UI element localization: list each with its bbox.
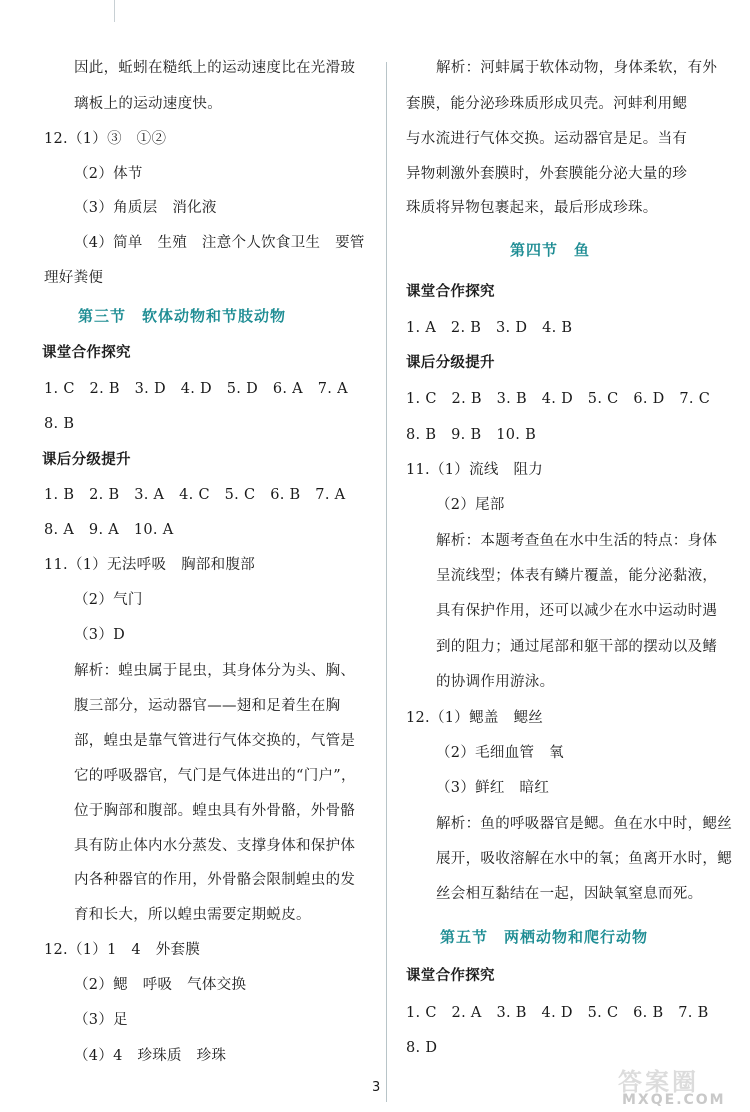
explanation-line: 解析：河蚌属于软体动物，身体柔软，有外 <box>436 60 718 76</box>
answer-line: （2）气门 <box>74 592 143 608</box>
answer-line: 1. C 2. B 3. B 4. D 5. C 6. D 7. C <box>406 391 711 407</box>
explanation-line: 的协调作用游泳。 <box>436 674 555 690</box>
explanation-line: 位于胸部和腹部。蝗虫具有外骨骼，外骨骼 <box>74 803 356 819</box>
explanation-line: 珠质将异物包裹起来，最后形成珍珠。 <box>406 200 658 216</box>
subheading: 课堂合作探究 <box>406 284 495 300</box>
watermark-logo: 答案圈 <box>618 1068 699 1096</box>
explanation-line: 呈流线型；体表有鳞片覆盖，能分泌黏液， <box>436 568 718 584</box>
explanation-line: 解析：蝗虫属于昆虫，其身体分为头、胸、 <box>74 663 356 679</box>
subheading: 课后分级提升 <box>406 355 495 371</box>
top-edge-mark <box>114 0 115 22</box>
explanation-line: 丝会相互黏结在一起，因缺氧窒息而死。 <box>436 886 703 902</box>
answer-line: 8. B 9. B 10. B <box>406 427 537 443</box>
subheading: 课堂合作探究 <box>406 968 495 984</box>
answer-line: （2）鳃 呼吸 气体交换 <box>74 977 247 993</box>
answer-line: （2）体节 <box>74 166 143 182</box>
answer-line: 1. B 2. B 3. A 4. C 5. C 6. B 7. A <box>44 487 346 503</box>
answer-line: 12.（1）③ ①② <box>44 131 167 147</box>
subheading: 课堂合作探究 <box>42 345 131 361</box>
answer-line: 1. C 2. B 3. D 4. D 5. D 6. A 7. A <box>44 381 348 397</box>
explanation-line: 解析：鱼的呼吸器官是鳃。鱼在水中时，鳃丝 <box>436 816 732 832</box>
text-line: 璃板上的运动速度快。 <box>74 96 222 112</box>
explanation-line: 到的阻力；通过尾部和躯干部的摆动以及鳍 <box>436 639 718 655</box>
explanation-line: 具有保护作用，还可以减少在水中运动时遇 <box>436 603 718 619</box>
section-title-4: 第四节 鱼 <box>510 241 591 259</box>
subheading: 课后分级提升 <box>42 452 131 468</box>
answer-line: 12.（1）鳃盖 鳃丝 <box>406 710 544 726</box>
answer-line: 12.（1）1 4 外套膜 <box>44 942 201 958</box>
explanation-line: 与水流进行气体交换。运动器官是足。当有 <box>406 131 688 147</box>
explanation-line: 它的呼吸器官，气门是气体进出的“门户”， <box>74 768 356 784</box>
answer-line: 理好粪便 <box>44 270 104 286</box>
explanation-line: 部，蝗虫是靠气管进行气体交换的，气管是 <box>74 733 356 749</box>
explanation-line: 育和长大，所以蝗虫需要定期蜕皮。 <box>74 907 311 923</box>
watermark-site: MXQE.COM <box>622 1092 726 1108</box>
page-number: 3 <box>372 1080 381 1095</box>
answer-line: 11.（1）流线 阻力 <box>406 462 544 478</box>
answer-line: 11.（1）无法呼吸 胸部和腹部 <box>44 557 256 573</box>
section-title-5: 第五节 两栖动物和爬行动物 <box>440 928 649 946</box>
answer-line: （2）毛细血管 氧 <box>436 745 564 761</box>
explanation-line: 异物刺激外套膜时，外套膜能分泌大量的珍 <box>406 166 688 182</box>
explanation-line: 腹三部分，运动器官——翅和足着生在胸 <box>74 698 341 714</box>
answer-line: 8. A 9. A 10. A <box>44 522 174 538</box>
answer-line: （4）4 珍珠质 珍珠 <box>74 1048 227 1064</box>
explanation-line: 套膜，能分泌珍珠质形成贝壳。河蚌利用鳃 <box>406 96 688 112</box>
explanation-line: 展开，吸收溶解在水中的氧；鱼离开水时，鳃 <box>436 851 732 867</box>
answer-line: 1. C 2. A 3. B 4. D 5. C 6. B 7. B <box>406 1005 709 1021</box>
answer-line: （3）D <box>74 627 126 643</box>
answer-line: 1. A 2. B 3. D 4. B <box>406 320 573 336</box>
answer-line: 8. B <box>44 416 75 432</box>
answer-line: （3）角质层 消化液 <box>74 200 217 216</box>
section-title-3: 第三节 软体动物和节肢动物 <box>78 307 287 325</box>
answer-line: （3）足 <box>74 1012 128 1028</box>
explanation-line: 具有防止体内水分蒸发、支撑身体和保护体 <box>74 838 356 854</box>
text-line: 因此，蚯蚓在糙纸上的运动速度比在光滑玻 <box>74 60 356 76</box>
answer-line: （4）简单 生殖 注意个人饮食卫生 要管 <box>74 235 365 251</box>
answer-line: （3）鲜红 暗红 <box>436 780 550 796</box>
column-divider <box>386 62 387 1102</box>
answer-line: （2）尾部 <box>436 497 505 513</box>
explanation-line: 内各种器官的作用，外骨骼会限制蝗虫的发 <box>74 872 356 888</box>
watermark <box>612 1062 744 1110</box>
explanation-line: 解析：本题考查鱼在水中生活的特点：身体 <box>436 533 718 549</box>
answer-line: 8. D <box>406 1040 438 1056</box>
